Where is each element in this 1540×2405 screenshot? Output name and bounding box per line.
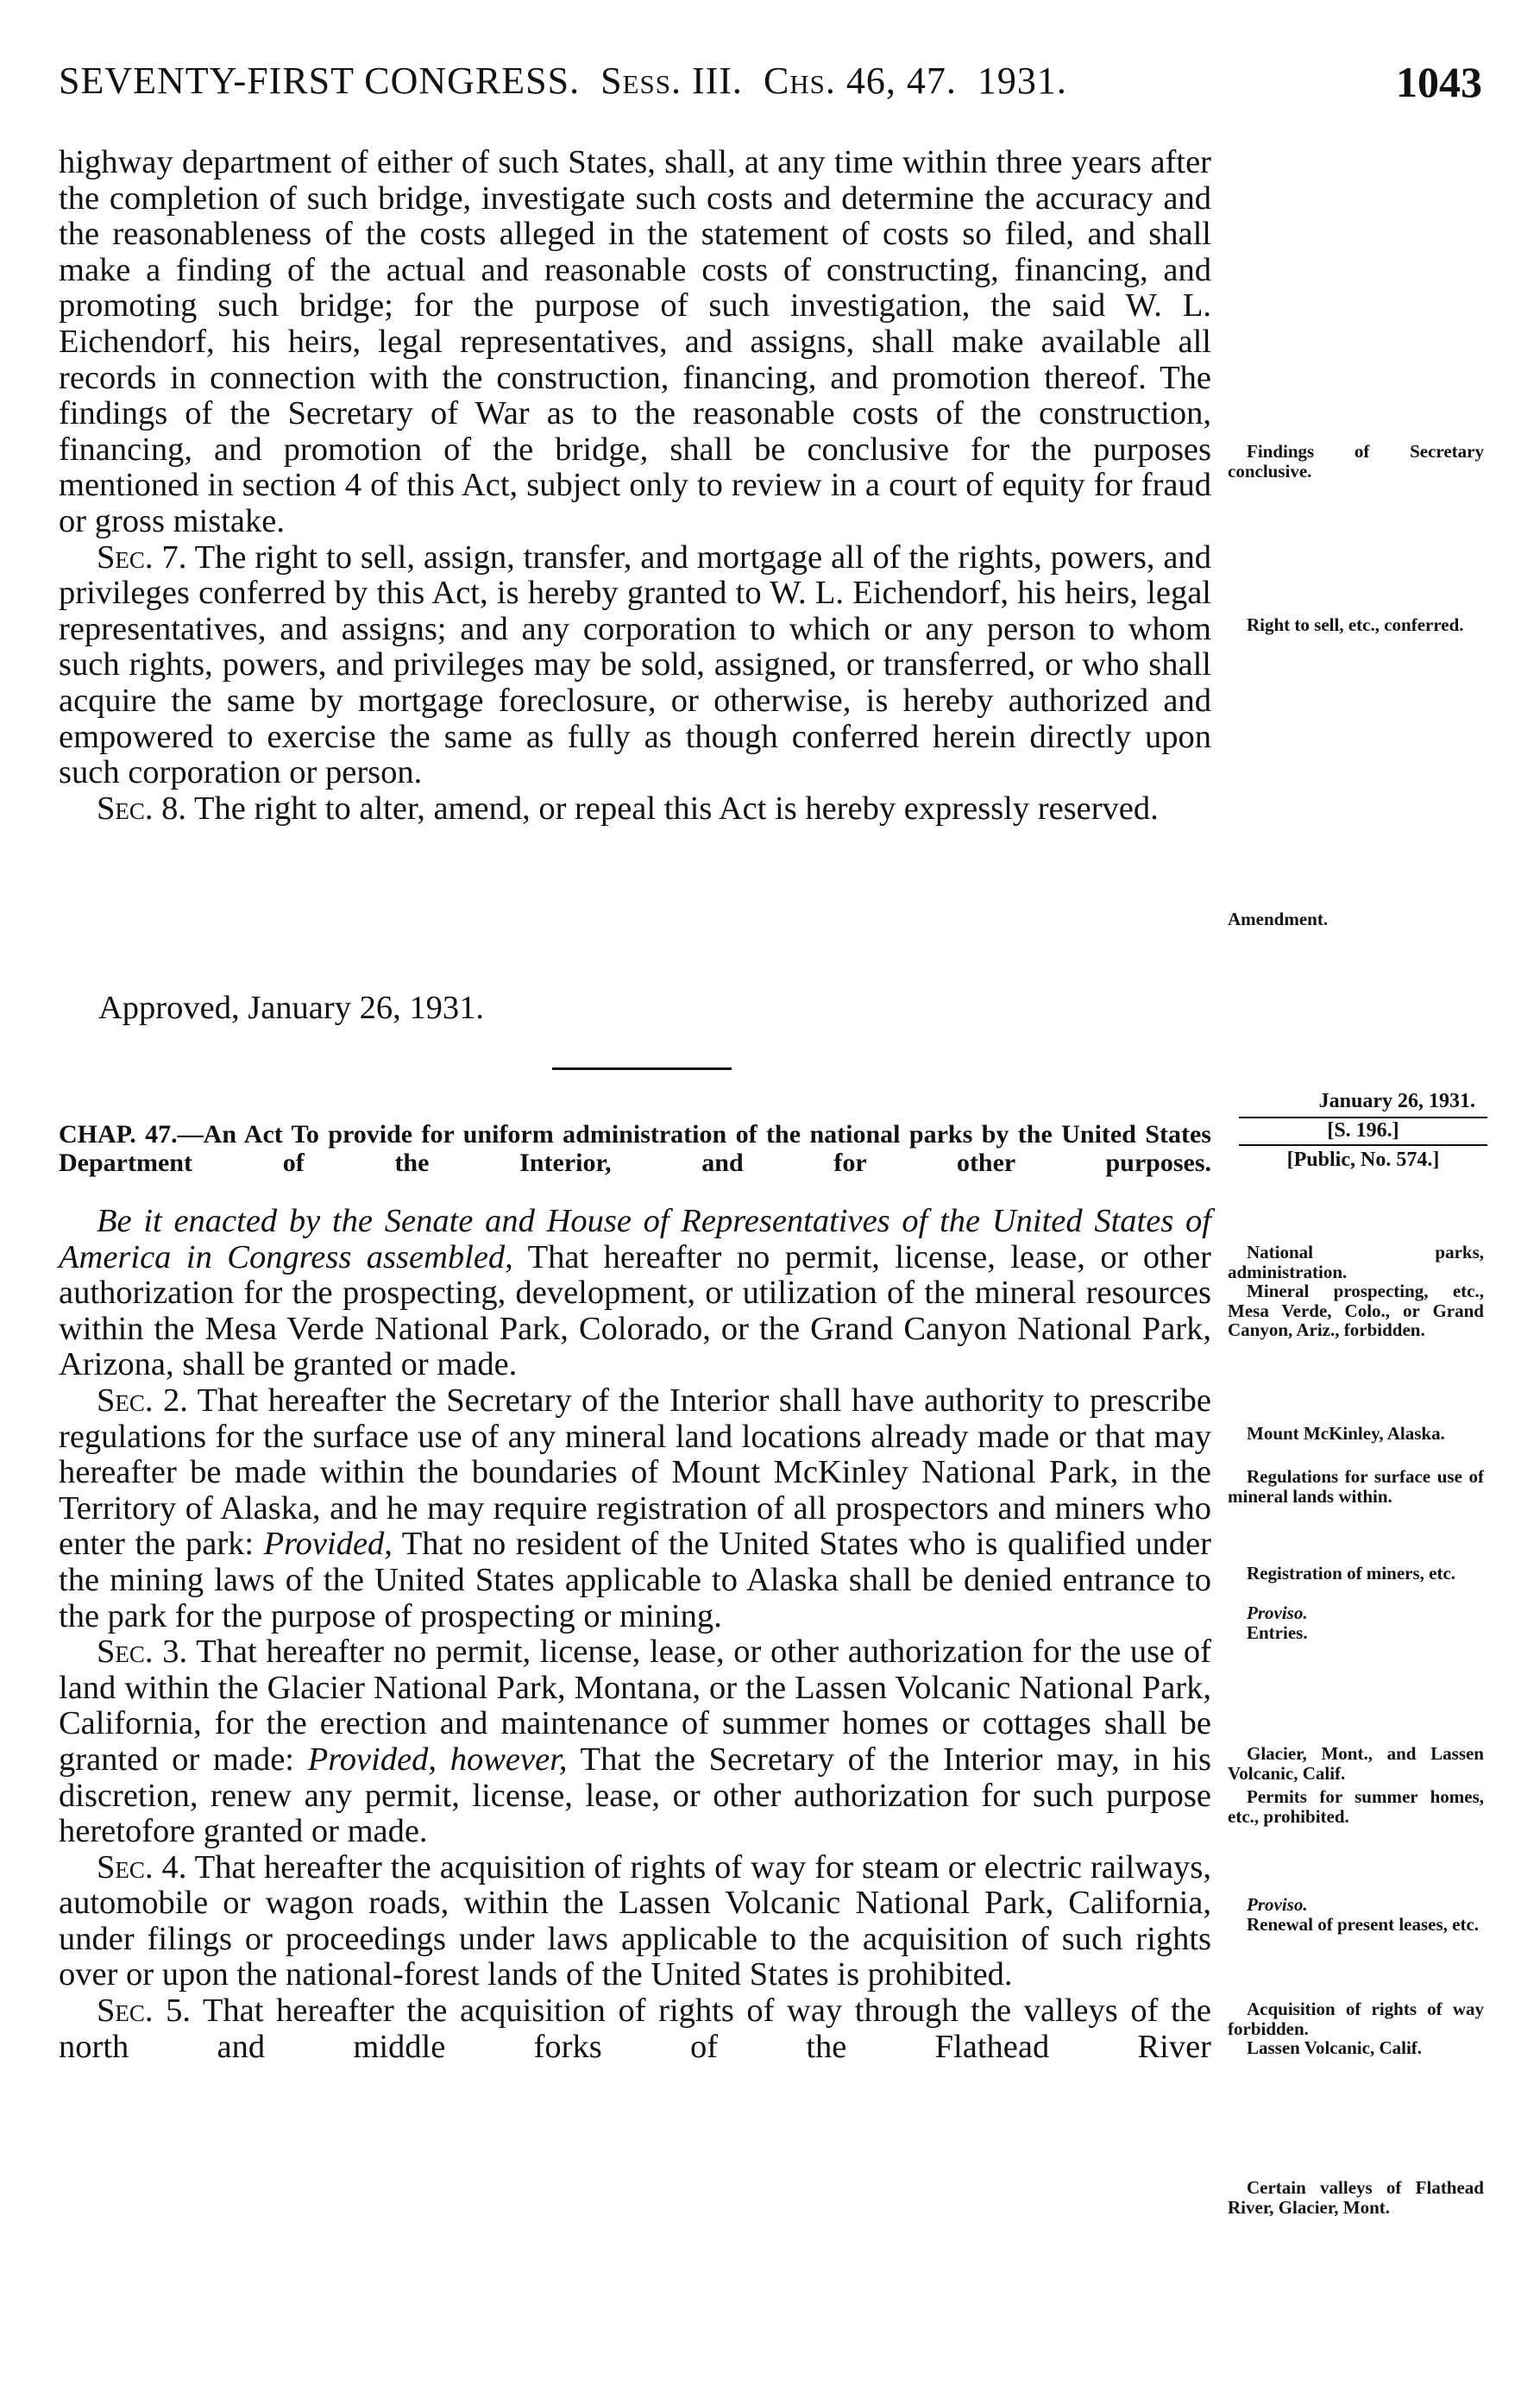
margin-note-valleys — [1228, 2178, 1484, 2217]
margin-note-regulations-text: Regulations for surface use of mineral lands within. — [1228, 1466, 1484, 1507]
section-1-text: That hereafter no permit, license, lease, or other authorization for the prospecting, development, or utilization of the mineral resources within the Mesa Verde National Park, Colorado, or the Grand Canyon National Park, Arizona, shall be granted or made. — [59, 1238, 1211, 1383]
margin-note-permits-text: Permits for summer homes, etc., prohibited. — [1228, 1786, 1484, 1827]
chapter-47-meta — [1239, 1089, 1487, 1172]
header-title — [59, 59, 1067, 103]
section-2-label: Sec. 2. — [97, 1382, 188, 1419]
margin-note-renewal-text: Renewal of present leases, etc. — [1247, 1913, 1480, 1935]
margin-note-findings-text: Findings of Secretary conclusive. — [1228, 441, 1484, 482]
margin-note-proviso-1-text: Proviso. — [1247, 1602, 1308, 1623]
chapter-divider — [552, 1067, 732, 1070]
chapter-47-date: January 26, 1931. — [1318, 1090, 1475, 1112]
margin-note-valleys-text: Certain valleys of Flathead River, Glacier, Mont. — [1228, 2177, 1484, 2218]
margin-note-proviso-2-text: Proviso. — [1247, 1894, 1308, 1915]
margin-note-permits — [1228, 1787, 1484, 1826]
section-7-label: Sec. 7. — [97, 538, 187, 576]
section-8-text: The right to alter, amend, or repeal this Act is hereby expressly reserved. — [193, 790, 1159, 827]
margin-note-mount-mckinley-text: Mount McKinley, Alaska. — [1247, 1423, 1445, 1444]
margin-note-acquisition-text: Acquisition of rights of way forbidden. — [1228, 1999, 1484, 2039]
section-5 — [59, 1993, 1211, 2065]
senate-bill-number: [S. 196.] — [1239, 1117, 1487, 1143]
margin-note-acquisition — [1228, 1999, 1484, 2038]
section-3-text-a: That hereafter no permit, license, lease, or other authorization for the use of land within the Glacier National Park, Montana, or the Lassen Volcanic National Park, California, for the erection and maintenance of summer homes or cottages shall be granted or made: — [59, 1634, 1211, 1778]
chapter-46-text — [59, 145, 1211, 827]
running-header — [59, 59, 1482, 110]
margin-note-national-parks — [1228, 1243, 1484, 1281]
margin-note-findings — [1228, 442, 1484, 481]
margin-note-right-to-sell — [1228, 615, 1484, 635]
margin-note-registration-text: Registration of miners, etc. — [1247, 1563, 1456, 1583]
margin-note-registration — [1228, 1564, 1484, 1583]
chapter-47-heading — [59, 1120, 1211, 1177]
margin-note-glacier — [1228, 1744, 1484, 1783]
section-5-text: That hereafter the acquisition of rights of way through the valleys of the north and middle forks of the Flathead River — [59, 1993, 1212, 2065]
page-number: 1043 — [1396, 58, 1482, 106]
margin-note-mineral-prospecting — [1228, 1281, 1484, 1340]
section-3-proviso: Provided, however, — [307, 1741, 568, 1778]
chapter-47-text — [59, 1204, 1211, 2065]
section-4-text: That hereafter the acquisition of rights of way for steam or electric railways, automobile or wagon roads, within the Lassen Volcanic National Park, California, under filings or proceedings under laws applicable to the acquisition of such rights over or upon the national-forest lands of the United States is prohibited. — [59, 1848, 1211, 1993]
margin-note-national-parks-text: National parks, administration. — [1228, 1242, 1484, 1282]
section-2-text-a: That hereafter the Secretary of the Interior shall have authority to prescribe regulations for the surface use of any mineral land locations already made or that may hereafter be made within the boundaries of Mount McKinley National Park, in the Territory of Alaska, and he may require registration of all prospectors and miners who enter the park: — [59, 1382, 1211, 1563]
margin-note-glacier-text: Glacier, Mont., and Lassen Volcanic, Calif. — [1228, 1743, 1484, 1784]
margin-note-proviso-1 — [1228, 1603, 1484, 1642]
enacting-clause: Be it enacted by the Senate and House of Representatives of the United States of America in Congress assembled, — [59, 1203, 1211, 1275]
section-2-proviso: Provided, — [263, 1526, 393, 1563]
margin-note-regulations — [1228, 1467, 1484, 1506]
chapter-47-title: —An Act To provide for uniform administration of the national parks by the United States Department of the Interior, and for other purposes. — [59, 1120, 1211, 1177]
margin-note-right-to-sell-text: Right to sell, etc., conferred. — [1247, 614, 1464, 635]
section-8-label: Sec. 8. — [97, 790, 187, 827]
margin-note-mineral-prospecting-text: Mineral prospecting, etc., Mesa Verde, Colo., or Grand Canyon, Ariz., forbidden. — [1228, 1281, 1484, 1340]
margin-note-lassen-text: Lassen Volcanic, Calif. — [1247, 2037, 1423, 2058]
section-3-label: Sec. 3. — [97, 1634, 188, 1671]
section-4 — [59, 1850, 1211, 1993]
margin-note-lassen — [1228, 2038, 1484, 2058]
section-2 — [59, 1383, 1211, 1634]
congress-label: SEVENTY-FIRST CONGRESS. — [59, 60, 581, 102]
section-5-label: Sec. 5. — [97, 1993, 191, 2030]
section-2-text-b: That no resident of the United States who is qualified under the mining laws of the United States applicable to Alaska shall be denied entrance to the park for the purpose of prospecting or mining. — [59, 1526, 1211, 1634]
public-law-number: [Public, No. 574.] — [1239, 1144, 1487, 1172]
margin-note-amendment-text: Amendment. — [1228, 909, 1329, 929]
margin-note-mount-mckinley — [1228, 1424, 1484, 1444]
section-1 — [59, 1204, 1211, 1383]
session-label: Sess. III. — [600, 60, 743, 102]
section-7 — [59, 540, 1211, 791]
section-8 — [59, 791, 1211, 828]
paragraph-bridge-costs: highway department of either of such States, shall, at any time within three years after the completion of such bridge, investigate such costs and determine the accuracy and the reasonableness of the costs alleged in the statement of costs so filed, and shall make a finding of the actual and reasonable costs of constructing, financing, and promoting such bridge; for the purpose of such investigation, the said W. L. Eichendorf, his heirs, legal representatives, and assigns, shall make available all records in connection with the construction, financing, and promotion thereof. The findings of the Secretary of War as to the reasonable costs of the construction, financing, and promotion of the bridge, shall be conclusive for the purposes mentioned in section 4 of this Act, subject only to review in a court of equity for fraud or gross mistake. — [59, 144, 1211, 539]
margin-note-entries-text: Entries. — [1247, 1621, 1308, 1643]
approval-date: Approved, January 26, 1931. — [98, 990, 484, 1026]
margin-note-amendment — [1228, 910, 1484, 929]
chapters-label: Chs. 46, 47. — [763, 60, 957, 102]
section-3-text-b: That the Secretary of the Interior may, in his discretion, renew any permit, license, lease, or other authorization for such purpose heretofore granted or made. — [59, 1741, 1211, 1850]
year-label: 1931. — [977, 60, 1067, 102]
chapter-47-label: CHAP. 47. — [59, 1120, 178, 1149]
section-3 — [59, 1634, 1211, 1850]
margin-note-proviso-2 — [1228, 1895, 1484, 1934]
section-7-text: The right to sell, assign, transfer, and mortgage all of the rights, powers, and privileges conferred by this Act, is hereby granted to W. L. Eichendorf, his heirs, legal representatives, and assigns; and any corporation to which or any person to whom such rights, powers, and privileges may be sold, assigned, or transferred, or who shall acquire the same by mortgage foreclosure, or otherwise, is hereby authorized and empowered to exercise the same as fully as though conferred herein directly upon such corporation or person. — [59, 538, 1211, 791]
section-4-label: Sec. 4. — [97, 1848, 187, 1886]
